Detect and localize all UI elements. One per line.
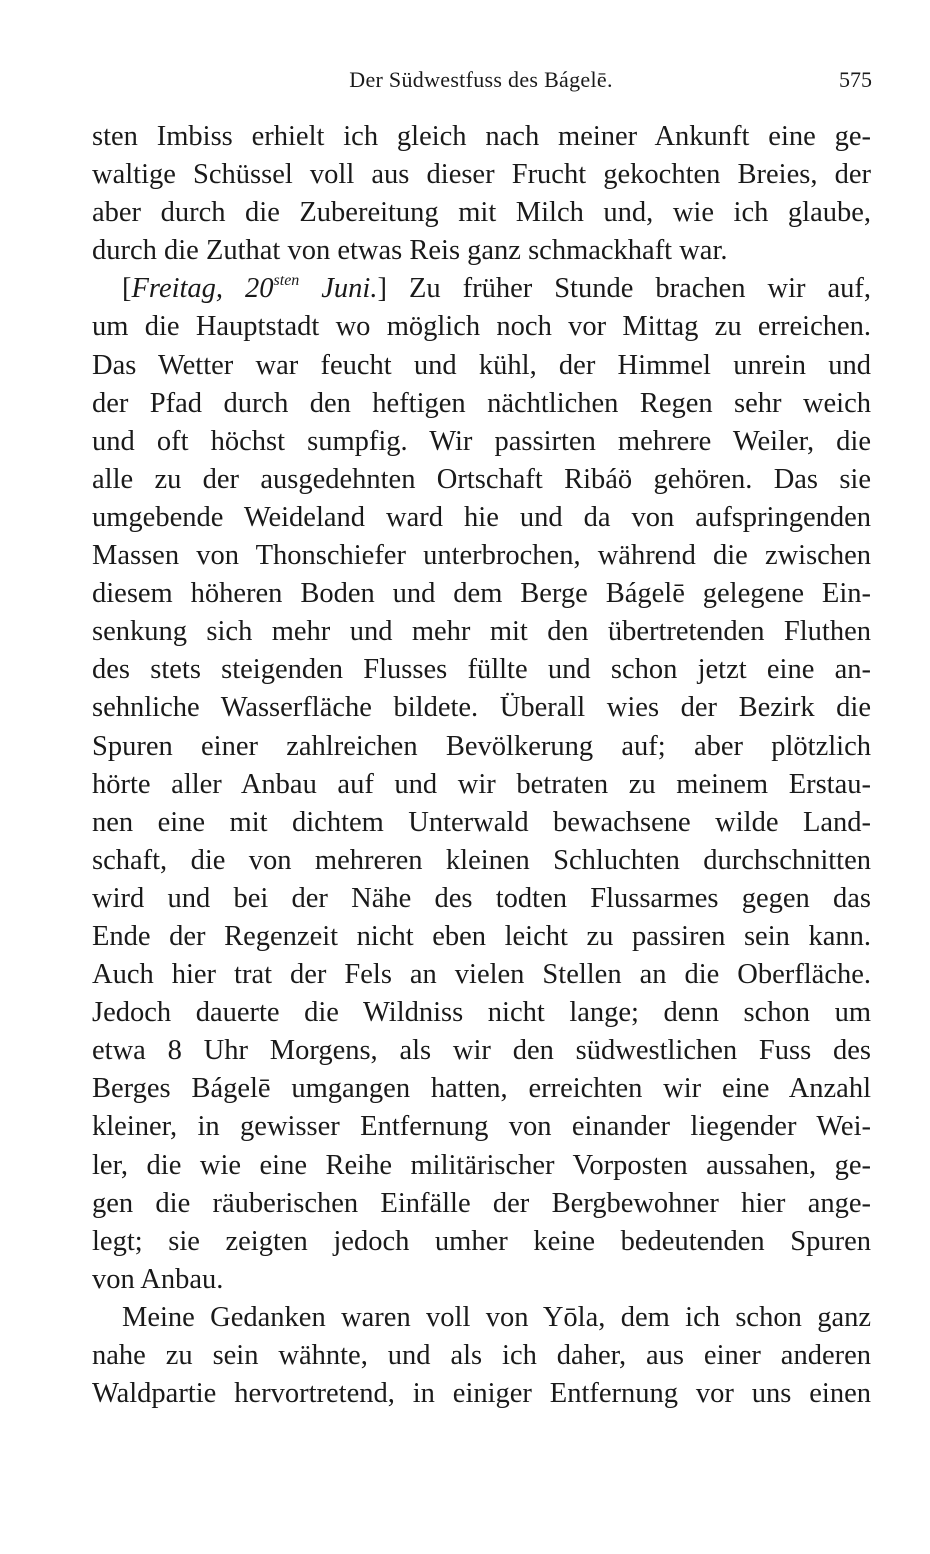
text-line: und oft höchst sumpfig. Wir passirten mehrere Weiler, die — [92, 425, 871, 457]
text-line: durch die Zuthat von etwas Reis ganz schmackhaft war. — [92, 235, 728, 267]
text-line: des stets steigenden Flusses füllte und schon jetzt eine an- — [92, 654, 871, 686]
body-text — [92, 118, 871, 1413]
running-head — [90, 62, 872, 98]
text-line: diesem höheren Boden und dem Berge Bágelē gelegene Ein- — [92, 578, 871, 610]
text-line: nahe zu sein wähnte, und als ich daher, aus einer anderen — [92, 1340, 871, 1371]
text-line: Ende der Regenzeit nicht eben leicht zu passiren sein kann. — [92, 920, 871, 952]
date-month: Juni. — [299, 273, 378, 305]
date-day: Freitag, 20 — [131, 273, 274, 305]
text-line: etwa 8 Uhr Morgens, als wir den südwestlichen Fuss des — [92, 1035, 871, 1067]
text-line: Jedoch dauerte die Wildniss nicht lange; denn schon um — [92, 997, 871, 1029]
text-line: nen eine mit dichtem Unterwald bewachsene wilde Land- — [92, 806, 871, 838]
text-line: Auch hier trat der Fels an vielen Stellen an die Oberfläche. — [92, 959, 871, 991]
text-line: alle zu der ausgedehnten Ortschaft Ribáö gehören. Das sie — [92, 463, 871, 495]
text-line: Das Wetter war feucht und kühl, der Himmel unrein und — [92, 349, 871, 381]
text-line: Berges Bágelē umgangen hatten, erreichten wir eine Anzahl — [92, 1073, 871, 1105]
text-line: um die Hauptstadt wo möglich noch vor Mittag zu erreichen. — [92, 311, 871, 343]
text-line: schaft, die von mehreren kleinen Schluchten durchschnitten — [92, 844, 871, 876]
text-line: Spuren einer zahlreichen Bevölkerung auf; aber plötzlich — [92, 730, 871, 762]
date-line — [92, 270, 871, 308]
text-line: senkung sich mehr und mehr mit den übertretenden Fluthen — [92, 616, 871, 648]
text-line: Waldpartie hervortretend, in einiger Entfernung vor uns einen — [92, 1378, 871, 1410]
running-title: Der Südwestfuss des Bágelē. — [349, 67, 613, 92]
text-line: von Anbau. — [92, 1263, 224, 1295]
date-bracket-close: ] — [377, 273, 387, 305]
text-line: ler, die wie eine Reihe militärischer Vorposten aussahen, ge- — [92, 1149, 871, 1181]
text-line: sehnliche Wasserfläche bildete. Überall wies der Bezirk die — [92, 692, 871, 724]
text-line: aber durch die Zubereitung mit Milch und, wie ich glaube, — [92, 197, 871, 229]
text-line: wird und bei der Nähe des todten Flussarmes gegen das — [92, 882, 871, 914]
text-line: Meine Gedanken waren voll von Yōla, dem ich schon ganz — [122, 1301, 871, 1333]
text-line: sten Imbiss erhielt ich gleich nach meiner Ankunft eine ge- — [92, 121, 871, 152]
text-line: waltige Schüssel voll aus dieser Frucht gekochten Breies, der — [92, 159, 871, 191]
date-superscript: sten — [273, 272, 300, 290]
date-note — [132, 273, 378, 304]
page-number: 575 — [839, 67, 872, 92]
text-line: der Pfad durch den heftigen nächtlichen Regen sehr weich — [92, 387, 871, 419]
text-line: hörte aller Anbau auf und wir betraten zu meinem Erstau- — [92, 768, 871, 800]
text-line: umgebende Weideland ward hie und da von aufspringenden — [92, 501, 871, 533]
date-bracket-open: [ — [122, 273, 132, 305]
text-line: gen die räuberischen Einfälle der Bergbewohner hier ange- — [92, 1187, 871, 1219]
text-line: legt; sie zeigten jedoch umher keine bedeutenden Spuren — [92, 1225, 871, 1257]
text-line: Massen von Thonschiefer unterbrochen, während die zwischen — [92, 540, 871, 572]
text-line: kleiner, in gewisser Entfernung von einander liegender Wei- — [92, 1111, 871, 1143]
date-line-rest: Zu früher Stunde brachen wir auf, — [386, 273, 871, 305]
